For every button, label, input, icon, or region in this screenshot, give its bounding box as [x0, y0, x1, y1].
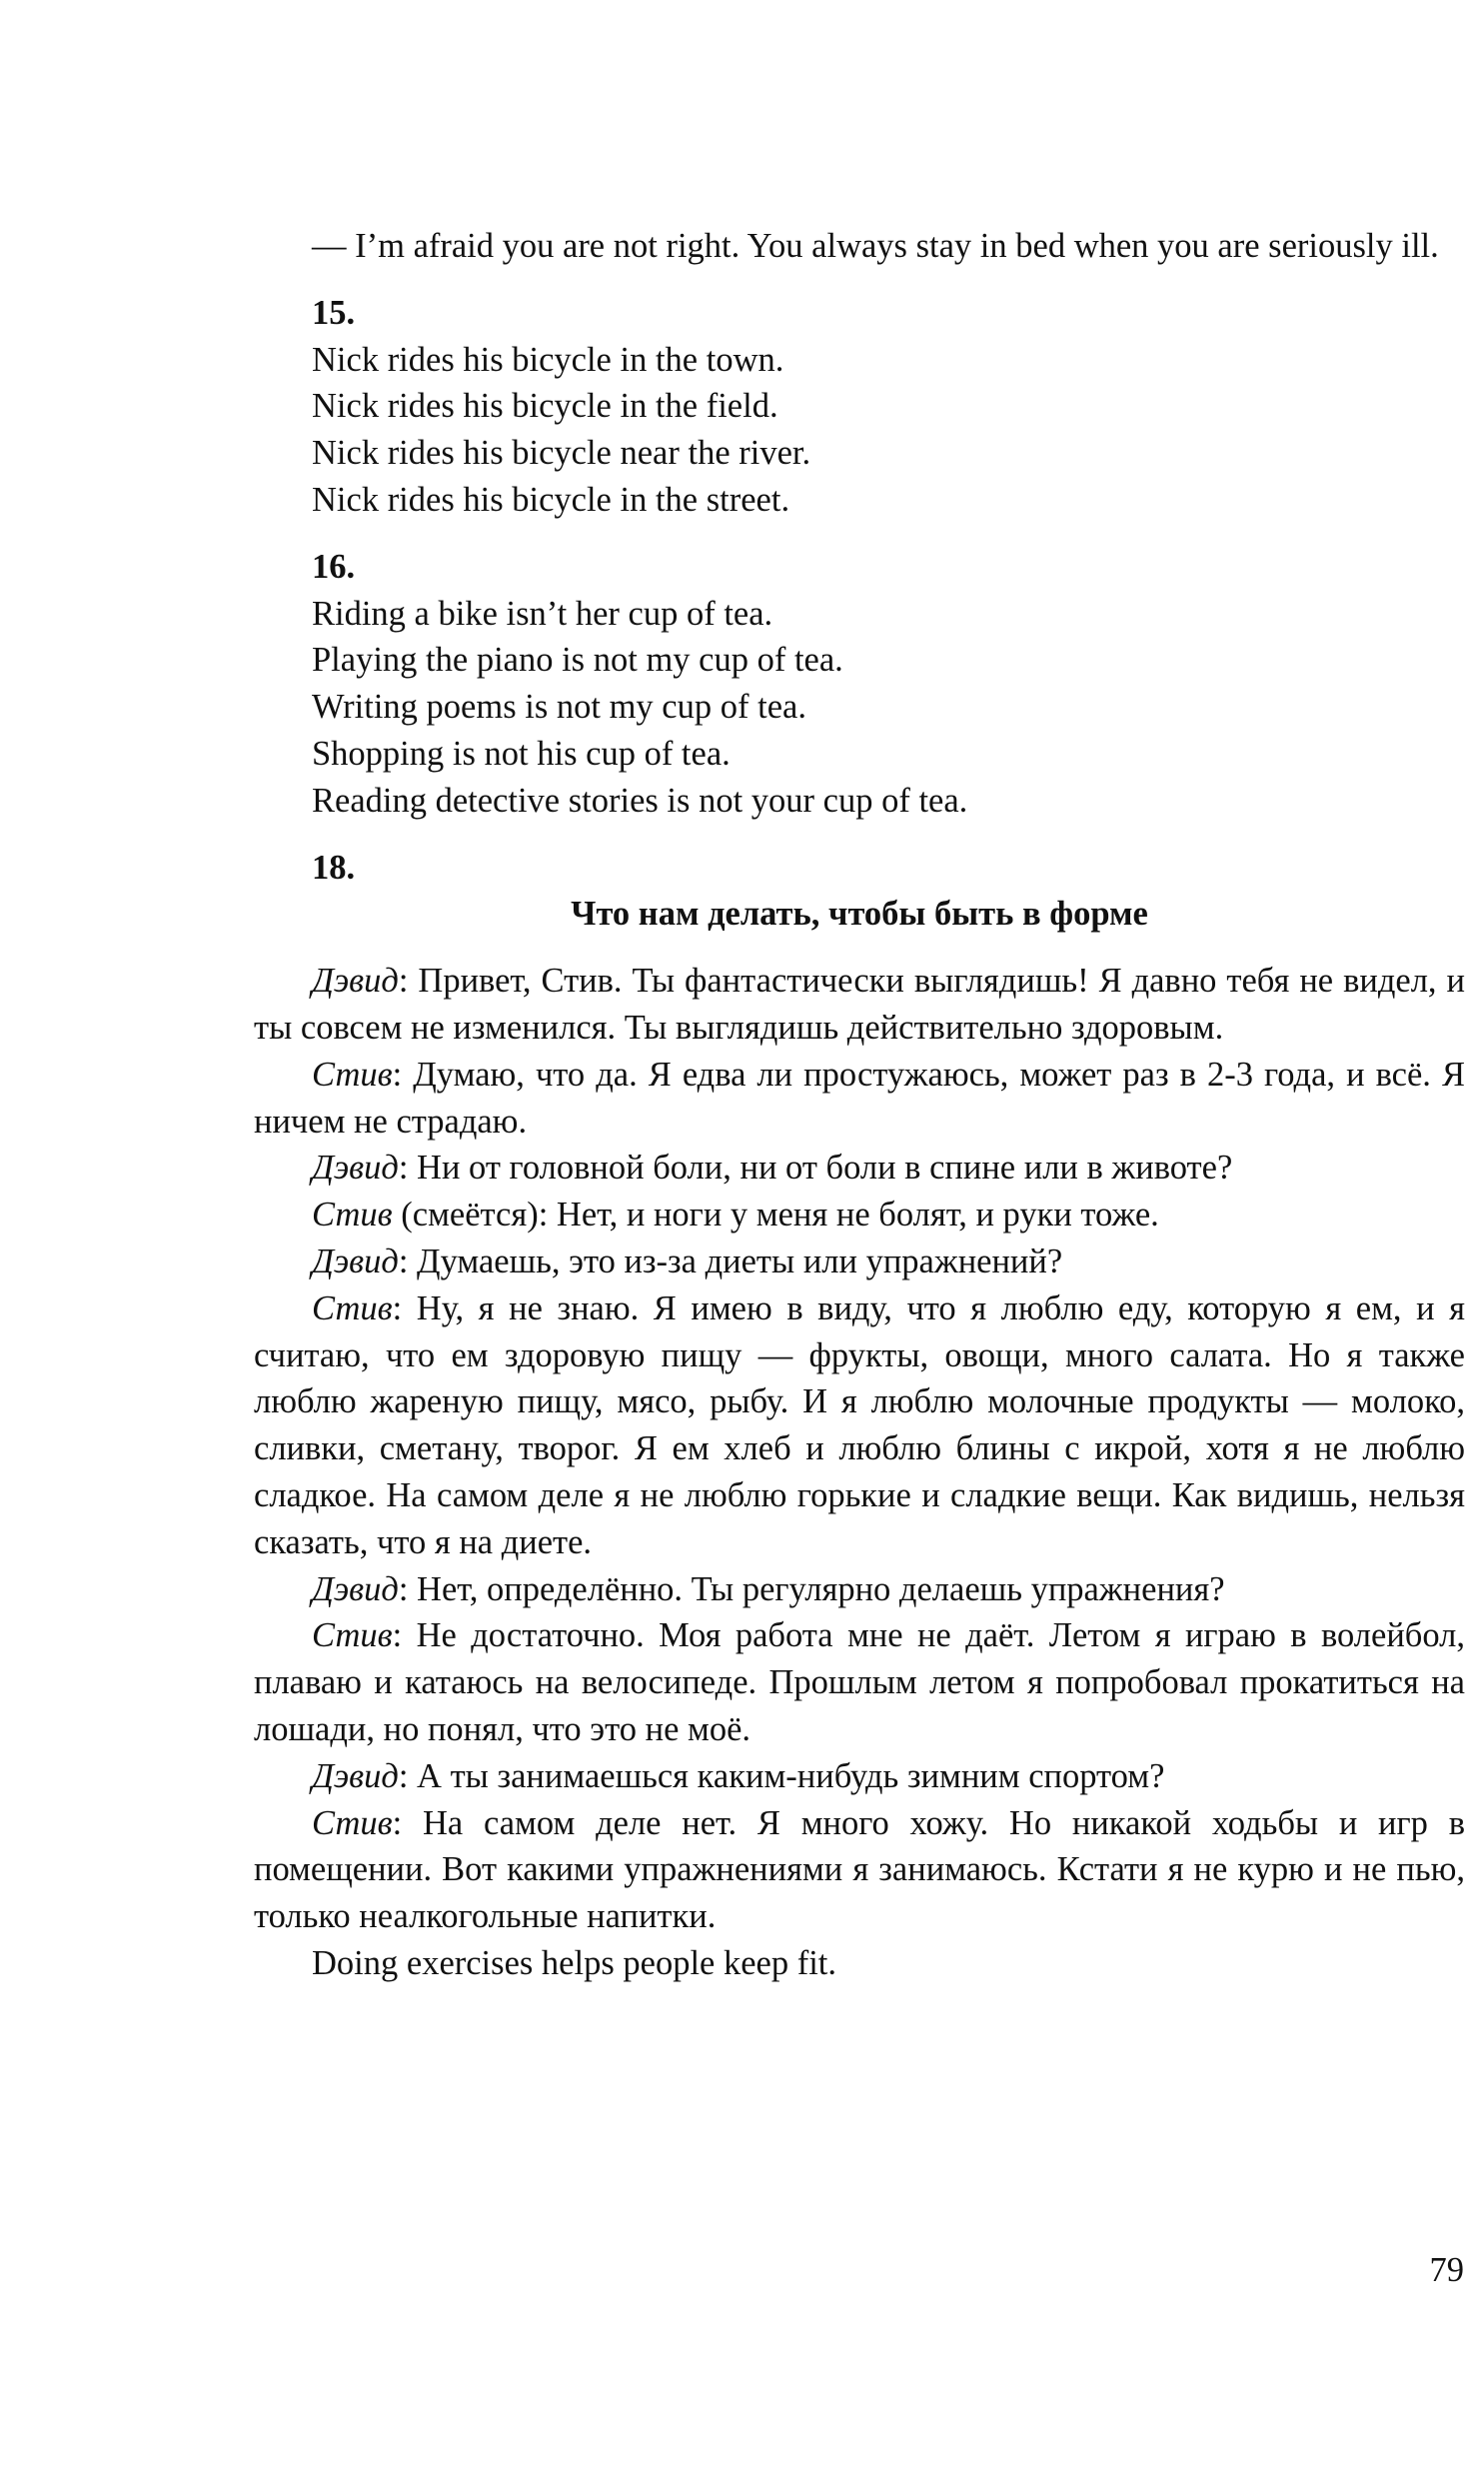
dialog-text: : Нет, определённо. Ты регулярно делаешь упражнения?	[398, 1569, 1225, 1608]
exercise-18-number-block	[254, 845, 1465, 892]
dialog-line	[254, 1612, 1465, 1752]
exercise-line: Nick rides his bicycle in the street.	[312, 480, 790, 519]
exercise-16	[254, 544, 1465, 825]
speaker-name: Стив	[312, 1196, 393, 1235]
exercise-line: Reading detective stories is not your cup of tea.	[312, 781, 968, 820]
dialog-line	[254, 1192, 1465, 1239]
exercise-number: 18.	[312, 848, 356, 887]
page-content	[254, 223, 1465, 1987]
dialog-text: : Не достаточно. Моя работа мне не даёт. Летом я играю в волейбол, плаваю и катаюсь на велосипеде. Прошлым летом я попробовал прокатиться на лошади, но понял, что это не моё.	[254, 1616, 1465, 1748]
speaker-name: Дэвид	[312, 1569, 399, 1608]
speaker-name: Стив	[312, 1288, 393, 1327]
dialog-line	[254, 1145, 1465, 1192]
exercise-number: 15.	[312, 293, 356, 332]
dialog-title: Что нам делать, чтобы быть в форме	[571, 895, 1148, 934]
dialog-text: : Думаешь, это из-за диеты или упражнений?	[398, 1241, 1063, 1280]
dialog-text: : На самом деле нет. Я много хожу. Но никакой ходьбы и игр в помещении. Вот какими упражнениями я занимаюсь. Кстати я не курю и не пью, только неалкогольные напитки.	[254, 1803, 1465, 1936]
exercise-number: 16.	[312, 547, 356, 586]
speaker-name: Дэвид	[312, 1241, 399, 1280]
speaker-name: Дэвид	[312, 1756, 399, 1795]
speaker-name: Стив	[312, 1055, 393, 1094]
dialog-text: (смеётся): Нет, и ноги у меня не болят, и руки тоже.	[392, 1196, 1159, 1235]
speaker-name: Дэвид	[312, 962, 399, 1001]
dialog-text: : А ты занимаешься каким-нибудь зимним спортом?	[398, 1756, 1165, 1795]
dialog-line	[254, 1285, 1465, 1566]
exercise-line: Nick rides his bicycle in the field.	[312, 387, 778, 426]
speaker-name: Стив	[312, 1803, 393, 1842]
dialog-line	[254, 1566, 1465, 1613]
dialog-line	[254, 1239, 1465, 1285]
exercise-line: Playing the piano is not my cup of tea.	[312, 641, 843, 680]
dialog-text: : Ни от головной боли, ни от боли в спине или в животе?	[398, 1149, 1233, 1188]
exercise-line: Nick rides his bicycle in the town.	[312, 340, 784, 379]
exercise-line: Writing poems is not my cup of tea.	[312, 688, 806, 727]
intro-paragraph: — I’m afraid you are not right. You always stay in bed when you are seriously ill.	[312, 227, 1439, 265]
dialog-line	[254, 1800, 1465, 1940]
speaker-name: Дэвид	[312, 1149, 399, 1188]
page-number: 79	[1429, 2251, 1464, 2289]
exercise-line: Shopping is not his cup of tea.	[312, 734, 731, 773]
exercise-line: Riding a bike isn’t her cup of tea.	[312, 594, 773, 633]
dialog-text: : Ну, я не знаю. Я имею в виду, что я люблю еду, которую я ем, и я считаю, что ем здоровую пищу — фрукты, овощи, много салата. Но я также люблю жареную пищу, мясо, рыбу. И я люблю молочные продукты — молоко, сливки, сметану, творог. Я ем хлеб и люблю блины с икрой, хотя я не люблю сладкое. На самом деле я не люблю горькие и сладкие вещи. Как видишь, нельзя сказать, что я на диете.	[254, 1288, 1465, 1561]
exercise-line: Nick rides his bicycle near the river.	[312, 434, 811, 473]
dialog	[254, 958, 1465, 1987]
speaker-name: Стив	[312, 1616, 393, 1655]
dialog-line	[254, 1052, 1465, 1146]
exercise-15	[254, 290, 1465, 524]
dialog-text: : Привет, Стив. Ты фантастически выглядишь! Я давно тебя не видел, и ты совсем не изменился. Ты выглядишь действительно здоровым.	[254, 962, 1465, 1047]
dialog-line	[254, 1753, 1465, 1800]
dialog-line	[254, 958, 1465, 1052]
closing-sentence: Doing exercises helps people keep fit.	[312, 1943, 836, 1982]
dialog-text: : Думаю, что да. Я едва ли простужаюсь, может раз в 2-3 года, и всё. Я ничем не страдаю.	[254, 1055, 1465, 1141]
